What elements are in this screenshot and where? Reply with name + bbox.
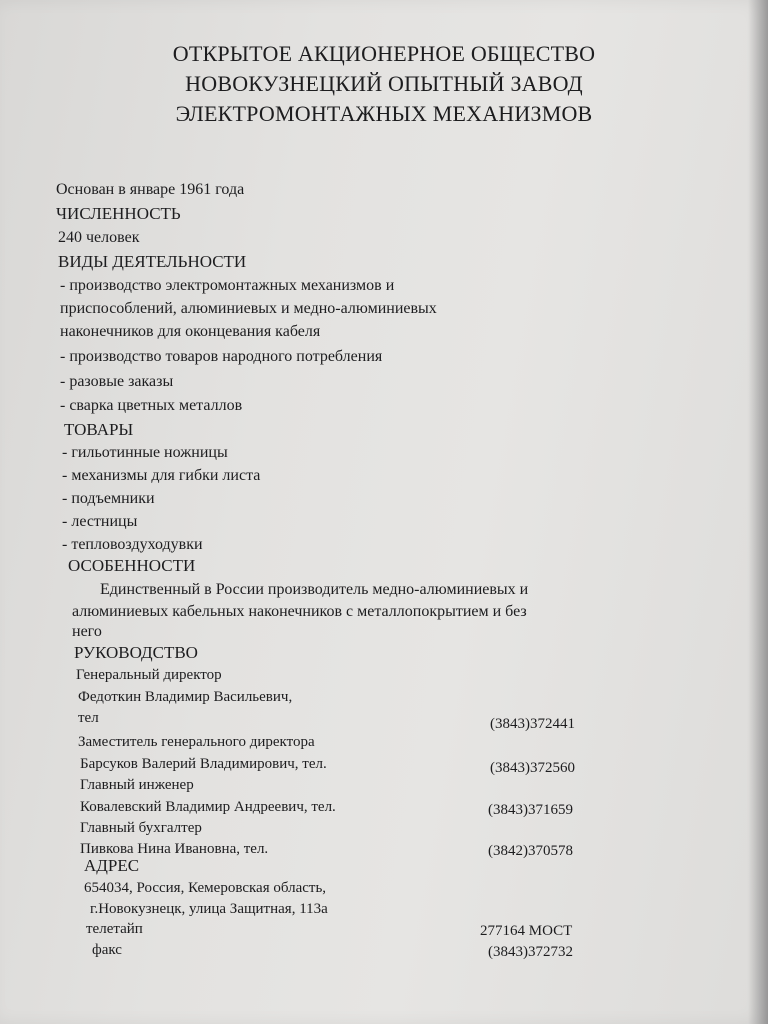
management-line: Главный инженер	[80, 777, 194, 793]
activity-line: - разовые заказы	[60, 373, 174, 390]
management-line: Главный бухгалтер	[80, 820, 202, 836]
management-line: Ковалевский Владимир Андреевич, тел.	[80, 799, 336, 815]
teletype-label: телетайп	[86, 921, 143, 937]
goods-item: - лестницы	[62, 513, 138, 530]
management-line: тел	[78, 710, 99, 726]
fax-value: (3843)372732	[488, 944, 573, 960]
activity-line: - сварка цветных металлов	[60, 397, 243, 414]
features-heading: ОСОБЕННОСТИ	[68, 556, 196, 575]
header-line-2: НОВОКУЗНЕЦКИЙ ОПЫТНЫЙ ЗАВОД	[185, 71, 583, 96]
features-line: него	[72, 623, 102, 640]
goods-item: - гильотинные ножницы	[62, 444, 228, 461]
activity-line: - производство товаров народного потребления	[60, 348, 383, 365]
founded-text: Основан в январе 1961 года	[56, 181, 245, 198]
management-line: Федоткин Владимир Васильевич,	[78, 689, 293, 705]
activity-line: наконечников для оконцевания кабеля	[60, 323, 321, 340]
activities-heading: ВИДЫ ДЕЯТЕЛЬНОСТИ	[58, 252, 247, 271]
phone-number: (3843)371659	[488, 802, 573, 818]
fax-label: факс	[92, 942, 122, 958]
phone-number: (3843)372441	[490, 716, 575, 732]
goods-item: - механизмы для гибки листа	[62, 467, 261, 484]
activity-line: приспособлений, алюминиевых и медно-алюминиевых	[60, 300, 437, 317]
header-line-3: ЭЛЕКТРОМОНТАЖНЫХ МЕХАНИЗМОВ	[175, 101, 593, 126]
management-line: Заместитель генерального директора	[78, 734, 315, 750]
goods-item: - подъемники	[62, 490, 155, 507]
address-heading: АДРЕС	[84, 856, 140, 875]
activity-line: - производство электромонтажных механизмов и	[60, 277, 395, 294]
address-line: г.Новокузнецк, улица Защитная, 113а	[90, 901, 328, 917]
features-line: алюминиевых кабельных наконечников с металлопокрытием и без	[72, 603, 527, 620]
management-line: Пивкова Нина Ивановна, тел.	[80, 841, 269, 857]
staff-value: 240 человек	[58, 229, 140, 246]
phone-number: (3842)370578	[488, 843, 573, 859]
goods-item: - тепловоздуходувки	[62, 536, 203, 553]
teletype-value: 277164 МОСТ	[480, 923, 573, 939]
management-line: Генеральный директор	[76, 667, 222, 683]
phone-number: (3843)372560	[490, 760, 575, 776]
staff-heading: ЧИСЛЕННОСТЬ	[56, 204, 181, 223]
header-line-1: ОТКРЫТОЕ АКЦИОНЕРНОЕ ОБЩЕСТВО	[172, 41, 596, 66]
management-line: Барсуков Валерий Владимирович, тел.	[80, 756, 327, 772]
goods-heading: ТОВАРЫ	[64, 420, 134, 439]
address-line: 654034, Россия, Кемеровская область,	[84, 880, 327, 896]
management-heading: РУКОВОДСТВО	[74, 643, 198, 662]
features-line: Единственный в России производитель медно-алюминиевых и	[100, 581, 529, 598]
